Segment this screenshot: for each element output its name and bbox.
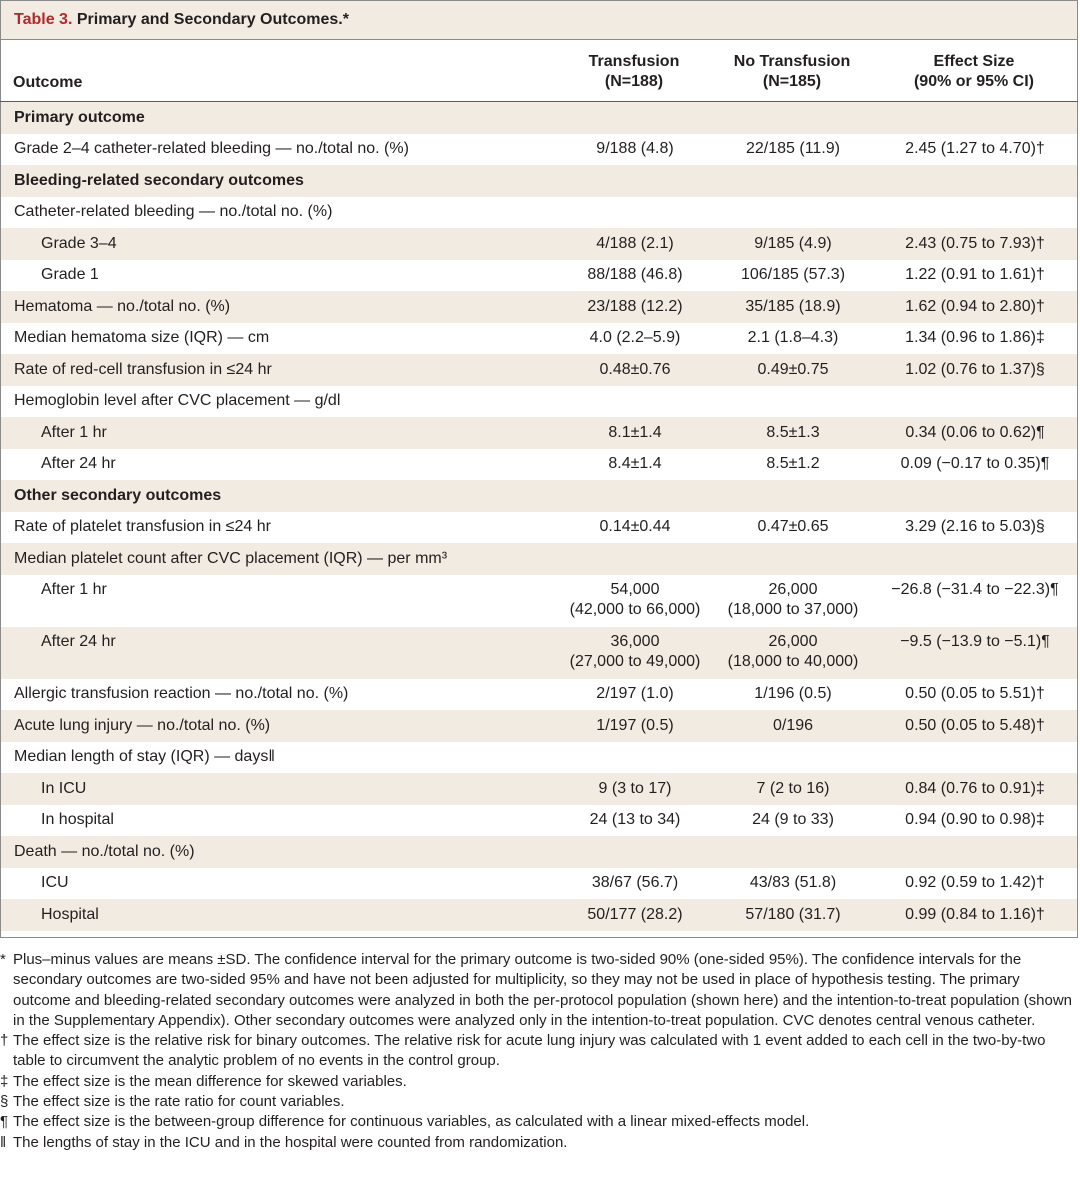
footnote-mark: ‖ (0, 1133, 7, 1151)
header-effect-size (874, 52, 1074, 92)
section-row (1, 480, 1077, 512)
outcome-label: Acute lung injury — no./total no. (%) (14, 716, 271, 734)
footnote (0, 1031, 1076, 1072)
header-effect-size-ci: (90% or 95% CI) (913, 73, 1035, 90)
effect-size-value: −26.8 (−31.4 to −22.3)¶ (891, 581, 1059, 598)
table-row (1, 805, 1077, 837)
outcome-label: Hospital (41, 905, 99, 923)
effect-size-value: 1.62 (0.94 to 2.80)† (905, 297, 1045, 315)
footnote-mark: † (0, 1032, 9, 1050)
outcome-label: Allergic transfusion reaction — no./total no. (%) (14, 685, 349, 702)
footnote (0, 1112, 1076, 1132)
transfusion-value: 24 (13 to 34) (589, 811, 681, 828)
outcome-label: Median length of stay (IQR) — days‖ (14, 748, 275, 765)
footnote (0, 1133, 1076, 1153)
table-row (1, 899, 1077, 931)
outcome-label: After 1 hr (41, 581, 107, 598)
no-transfusion-value: 9/185 (4.9) (754, 234, 832, 252)
header-transfusion-name: Transfusion (588, 53, 680, 70)
transfusion-value: 4/188 (2.1) (596, 234, 674, 252)
transfusion-value: 54,000 (610, 581, 660, 598)
section-row (1, 165, 1077, 197)
outcome-label: Rate of platelet transfusion in ≤24 hr (14, 518, 271, 535)
table-row (1, 291, 1077, 323)
transfusion-value: 50/177 (28.2) (587, 905, 683, 923)
effect-size-value: 1.34 (0.96 to 1.86)‡ (905, 329, 1045, 346)
table-row (1, 742, 1077, 774)
transfusion-value: 23/188 (12.2) (587, 297, 683, 315)
header-no-transfusion-n: (N=185) (762, 73, 822, 90)
transfusion-value: 9/188 (4.8) (596, 140, 674, 157)
no-transfusion-value: 0.49±0.75 (757, 360, 829, 378)
outcome-label: ICU (41, 874, 69, 891)
section-label: Bleeding-related secondary outcomes (14, 171, 304, 189)
no-transfusion-value: 43/83 (51.8) (749, 874, 837, 891)
transfusion-value: 0.14±0.44 (599, 518, 671, 535)
outcome-label: In hospital (41, 811, 114, 828)
header-no-transfusion-name: No Transfusion (733, 53, 851, 70)
section-label: Other secondary outcomes (14, 486, 222, 504)
table-row (1, 228, 1077, 260)
footnote-text: The effect size is the rate ratio for count variables. (13, 1093, 345, 1111)
effect-size-value: 0.99 (0.84 to 1.16)† (905, 905, 1045, 923)
transfusion-value: 36,000 (610, 633, 660, 650)
no-transfusion-value: 22/185 (11.9) (746, 140, 840, 157)
outcome-label: Median platelet count after CVC placement (IQR) — per mm³ (14, 549, 448, 567)
no-transfusion-value: 0.47±0.65 (757, 518, 829, 535)
table-row (1, 773, 1077, 805)
no-transfusion-value: 2.1 (1.8–4.3) (747, 329, 839, 346)
table-row (1, 323, 1077, 355)
table-row (1, 417, 1077, 449)
effect-size-value: 3.29 (2.16 to 5.03)§ (905, 518, 1045, 535)
transfusion-range: (27,000 to 49,000) (569, 653, 701, 670)
table-row (1, 354, 1077, 386)
no-transfusion-value: 1/196 (0.5) (754, 685, 832, 702)
table-header (0, 40, 1078, 102)
header-no-transfusion (722, 52, 862, 92)
header-transfusion-n: (N=188) (604, 73, 664, 90)
outcome-label: Grade 1 (41, 266, 99, 283)
transfusion-value: 1/197 (0.5) (596, 716, 674, 734)
no-transfusion-value: 35/185 (18.9) (745, 297, 841, 315)
table-row (1, 197, 1077, 229)
footnote-mark: § (0, 1093, 9, 1111)
footnote-mark: ¶ (0, 1113, 9, 1131)
table-row (1, 260, 1077, 292)
no-transfusion-range: (18,000 to 40,000) (727, 653, 859, 670)
table-row (1, 868, 1077, 900)
table-row (1, 679, 1077, 711)
table-row (1, 543, 1077, 575)
no-transfusion-value: 24 (9 to 33) (752, 811, 834, 828)
effect-size-value: 0.50 (0.05 to 5.48)† (905, 716, 1045, 734)
transfusion-range: (42,000 to 66,000) (569, 601, 701, 618)
header-effect-size-name: Effect Size (933, 53, 1015, 70)
outcome-label: After 24 hr (41, 633, 116, 650)
effect-size-value: 2.45 (1.27 to 4.70)† (905, 140, 1045, 157)
no-transfusion-value: 106/185 (57.3) (740, 266, 846, 283)
effect-size-value: 0.94 (0.90 to 0.98)‡ (905, 811, 1045, 828)
outcome-label: Median hematoma size (IQR) — cm (14, 329, 270, 346)
table-label: Table 3. (14, 11, 73, 28)
no-transfusion-value: 8.5±1.2 (766, 455, 820, 472)
outcome-label: After 24 hr (41, 455, 116, 472)
transfusion-value: 2/197 (1.0) (596, 685, 674, 702)
outcome-label: Rate of red-cell transfusion in ≤24 hr (14, 360, 272, 378)
table-title-text: Primary and Secondary Outcomes.* (76, 11, 349, 28)
footnote (0, 950, 1076, 1031)
transfusion-value: 4.0 (2.2–5.9) (589, 329, 681, 346)
header-transfusion (564, 52, 704, 92)
no-transfusion-value: 26,000 (768, 581, 818, 598)
outcome-label: Death — no./total no. (%) (14, 842, 195, 860)
transfusion-value: 0.48±0.76 (599, 360, 671, 378)
no-transfusion-value: 8.5±1.3 (766, 423, 820, 441)
effect-size-value: −9.5 (−13.9 to −5.1)¶ (900, 633, 1050, 650)
footnote (0, 1092, 1076, 1112)
no-transfusion-value: 7 (2 to 16) (756, 779, 830, 797)
transfusion-value: 8.4±1.4 (608, 455, 662, 472)
no-transfusion-value: 26,000 (768, 633, 818, 650)
effect-size-value: 0.92 (0.59 to 1.42)† (905, 874, 1045, 891)
section-label: Primary outcome (14, 108, 145, 126)
effect-size-value: 1.02 (0.76 to 1.37)§ (905, 360, 1045, 378)
outcome-label: Catheter-related bleeding — no./total no. (%) (14, 203, 333, 220)
outcome-label: After 1 hr (41, 423, 107, 441)
footnote-text: Plus–minus values are means ±SD. The confidence interval for the primary outcome is two-sided 90% (one-sided 95%). The confidence intervals for the secondary outcomes are two-sided 95% and have not been adjusted for multiplicity, so they may not be used in place of hypothesis testing. The primary outcome and bleeding-related secondary outcomes were analyzed in both the per-protocol population (shown here) and the intention-to-treat population (shown in the Supplementary Appendix). Other secondary outcomes were analyzed only in the intention-to-treat population. CVC denotes central venous catheter. (13, 951, 1072, 1029)
no-transfusion-value: 0/196 (772, 716, 814, 734)
outcome-label: Hematoma — no./total no. (%) (14, 297, 231, 315)
table-title (0, 0, 1078, 40)
footnote (0, 1072, 1076, 1092)
outcome-label: Hemoglobin level after CVC placement — g/dl (14, 392, 341, 409)
footnote-text: The effect size is the mean difference for skewed variables. (13, 1072, 407, 1090)
effect-size-value: 0.84 (0.76 to 0.91)‡ (905, 779, 1045, 797)
table-row (1, 710, 1077, 742)
table-row (1, 836, 1077, 868)
effect-size-value: 0.09 (−0.17 to 0.35)¶ (900, 455, 1050, 472)
table-row (1, 627, 1077, 679)
effect-size-value: 0.34 (0.06 to 0.62)¶ (905, 423, 1045, 441)
outcome-label: In ICU (41, 779, 87, 797)
effect-size-value: 0.50 (0.05 to 5.51)† (905, 685, 1045, 702)
outcome-label: Grade 2–4 catheter-related bleeding — no./total no. (%) (14, 140, 409, 157)
header-outcome: Outcome (13, 74, 83, 91)
section-row (1, 102, 1077, 134)
transfusion-value: 38/67 (56.7) (591, 874, 679, 891)
table-row (1, 386, 1077, 418)
no-transfusion-range: (18,000 to 37,000) (727, 601, 859, 618)
footnote-text: The effect size is the relative risk for binary outcomes. The relative risk for acute lung injury was calculated with 1 event added to each cell in the two-by-two table to circumvent the analytic problem of no events in the control group. (13, 1032, 1046, 1070)
effect-size-value: 2.43 (0.75 to 7.93)† (905, 234, 1045, 252)
table-row (1, 512, 1077, 544)
table-row (1, 134, 1077, 166)
table-row (1, 575, 1077, 627)
no-transfusion-value: 57/180 (31.7) (745, 905, 841, 923)
footnote-mark: * (0, 951, 6, 968)
footnotes (0, 950, 1076, 1153)
footnote-text: The lengths of stay in the ICU and in the hospital were counted from randomization. (13, 1133, 568, 1151)
outcome-label: Grade 3–4 (41, 234, 117, 252)
transfusion-value: 8.1±1.4 (608, 423, 662, 441)
transfusion-value: 9 (3 to 17) (598, 779, 672, 797)
footnote-mark: ‡ (0, 1072, 9, 1090)
transfusion-value: 88/188 (46.8) (587, 266, 683, 283)
footnote-text: The effect size is the between-group difference for continuous variables, as calculated with a linear mixed-effects model. (13, 1113, 810, 1131)
table-row (1, 449, 1077, 481)
effect-size-value: 1.22 (0.91 to 1.61)† (905, 266, 1045, 283)
